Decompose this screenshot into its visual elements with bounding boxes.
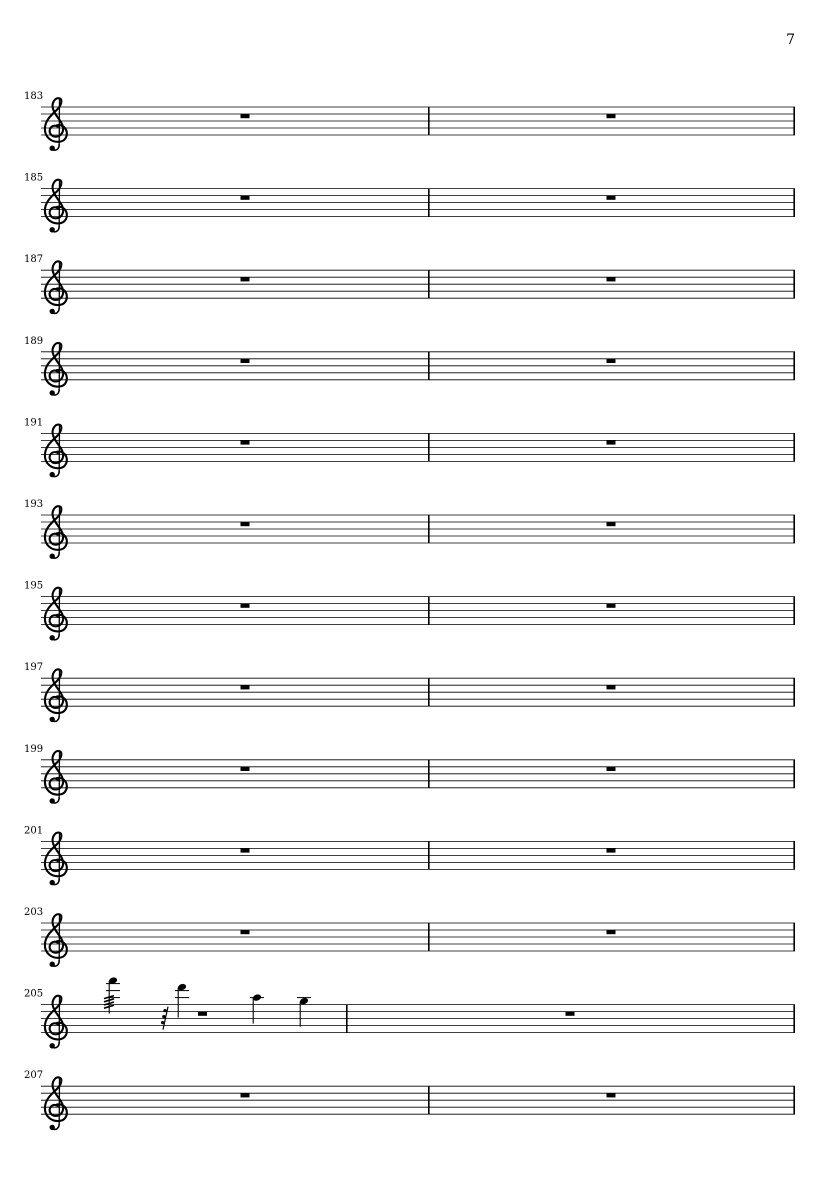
treble-clef-icon (45, 833, 67, 886)
whole-rest-icon (566, 1012, 575, 1016)
treble-clef-icon (45, 996, 67, 1049)
staff-system (24, 254, 795, 314)
measure-number: 183 (24, 91, 44, 102)
barline (793, 841, 795, 869)
barline (428, 1086, 430, 1114)
barline (428, 352, 430, 380)
measure-number: 193 (24, 499, 44, 510)
treble-clef-icon (45, 343, 67, 396)
barline (428, 597, 430, 625)
treble-clef-icon (45, 669, 67, 722)
barline (793, 433, 795, 461)
whole-rest-icon (607, 277, 616, 281)
barline (793, 923, 795, 951)
barline (793, 1086, 795, 1114)
page-number: 7 (786, 32, 795, 48)
whole-rest-icon (241, 767, 250, 771)
staff-system (24, 1070, 795, 1130)
whole-rest-icon (607, 1093, 616, 1097)
treble-clef-icon (45, 751, 67, 804)
whole-rest-icon (241, 522, 250, 526)
whole-rest-icon (607, 522, 616, 526)
staff-system (24, 976, 795, 1048)
whole-rest-icon (241, 848, 250, 852)
measure-number: 191 (24, 417, 44, 429)
measure-number: 199 (24, 743, 44, 755)
whole-rest-icon (607, 685, 616, 689)
measure-number: 203 (24, 907, 44, 918)
measure-number: 187 (24, 254, 44, 266)
measure-number: 195 (24, 580, 44, 592)
barline (428, 107, 430, 135)
barline (428, 433, 430, 461)
treble-clef-icon (45, 506, 67, 559)
treble-clef-icon (45, 98, 67, 151)
barline (793, 189, 795, 217)
measure-number: 205 (24, 988, 44, 1000)
whole-rest-icon (241, 930, 250, 934)
measure-number: 197 (24, 662, 44, 674)
staff-system (24, 744, 795, 804)
measure-number: 189 (24, 335, 44, 347)
whole-rest-icon (607, 359, 616, 363)
treble-clef-icon (45, 180, 67, 233)
barline (793, 1005, 795, 1033)
barline (428, 841, 430, 869)
barline (793, 107, 795, 135)
staff-system (24, 336, 795, 396)
barline (793, 678, 795, 706)
whole-rest-icon (241, 196, 250, 200)
staff-system (24, 499, 795, 559)
whole-rest-icon (607, 440, 616, 444)
whole-rest-icon (607, 848, 616, 852)
whole-rest-icon (607, 114, 616, 118)
staff-system (24, 173, 795, 233)
barline (793, 270, 795, 298)
staff-system (24, 91, 795, 151)
whole-rest-icon (198, 1012, 207, 1016)
barline (793, 515, 795, 543)
whole-rest-icon (607, 196, 616, 200)
barline (428, 270, 430, 298)
barline (428, 515, 430, 543)
barline (428, 760, 430, 788)
measure-number: 201 (24, 825, 44, 837)
whole-rest-icon (607, 767, 616, 771)
staff-system (24, 417, 795, 477)
barline (428, 678, 430, 706)
whole-rest-icon (241, 440, 250, 444)
staff-system (24, 907, 795, 967)
barline (793, 352, 795, 380)
staff-system (24, 825, 795, 885)
treble-clef-icon (45, 914, 67, 967)
barline (793, 597, 795, 625)
whole-rest-icon (241, 604, 250, 608)
barline (428, 189, 430, 217)
whole-rest-icon (607, 604, 616, 608)
whole-rest-icon (241, 277, 250, 281)
measure-number: 207 (24, 1070, 44, 1082)
whole-rest-icon (241, 685, 250, 689)
treble-clef-icon (45, 1077, 67, 1130)
treble-clef-icon (45, 261, 67, 314)
barline (793, 760, 795, 788)
treble-clef-icon (45, 588, 67, 641)
treble-clef-icon (45, 425, 67, 478)
staff-system (24, 581, 795, 641)
whole-rest-icon (241, 1093, 250, 1097)
barline (346, 1005, 348, 1033)
whole-rest-icon (241, 114, 250, 118)
barline (428, 923, 430, 951)
staff-system (24, 662, 795, 722)
whole-rest-icon (241, 359, 250, 363)
whole-rest-icon (607, 930, 616, 934)
measure-number: 185 (24, 172, 44, 184)
